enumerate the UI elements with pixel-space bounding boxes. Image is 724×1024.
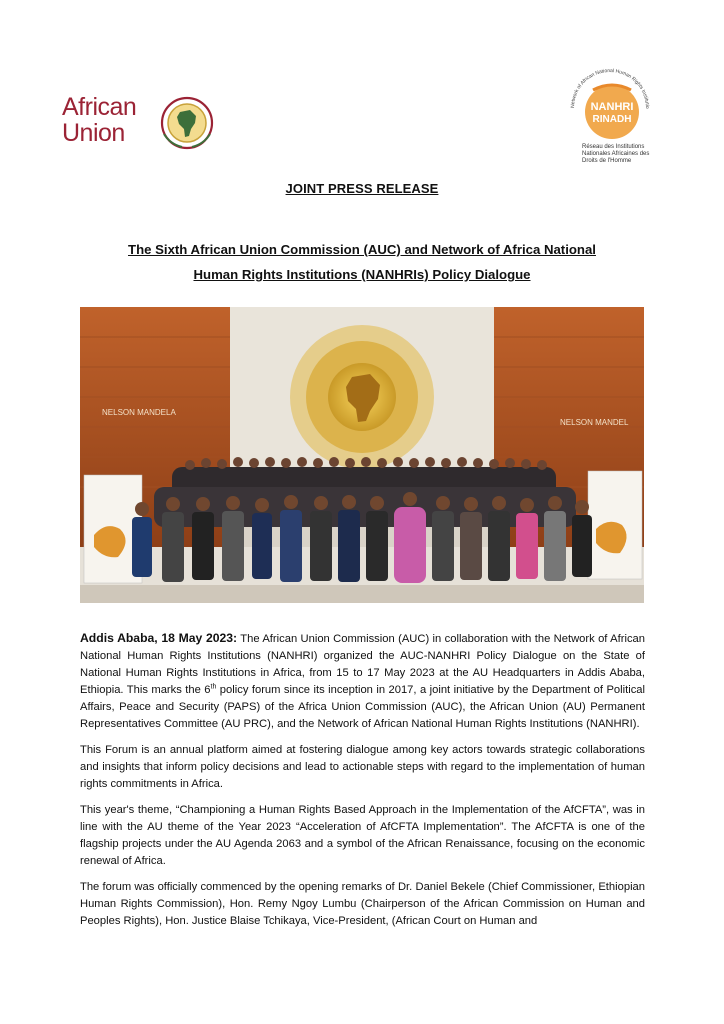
paragraph-1-text-b: policy forum since its inception in 2017, a joint initiative by the Department of Political Affairs, Peace and Security (PAPS) of the Africa Union Commission (AUC), the African Union (AU) Permanent Representatives Committee (AU PRC), and the Network of African National Human Rights Institutions (NANHRI).: [80, 684, 645, 730]
au-wordmark-line2: Union: [62, 119, 125, 147]
paragraph-1-text-a: The African Union Commission (AUC) in collaboration with the Network of African National Human Rights Institutions (NANHRI) organized the AUC-NANHRI Policy Dialogue on the State of National Human Rights Institutions in Africa, from 15 to 17 May 2023 at the AU Headquarters in Addis Ababa, Ethiopia. This marks the 6: [80, 633, 646, 696]
african-union-logo: [62, 94, 222, 154]
group-photo-illustration: [80, 307, 644, 603]
dateline: Addis Ababa, 18 May 2023:: [80, 631, 238, 645]
nanhri-wordmark-top: NANHRI: [590, 101, 634, 113]
nanhri-logo: [560, 62, 660, 164]
paragraph-1-superscript: th: [210, 683, 217, 691]
nanhri-wordmark-bottom: RINADH: [592, 114, 632, 125]
article-body: [80, 630, 645, 939]
au-wordmark: [62, 94, 136, 146]
paragraph-4: The forum was officially commenced by the opening remarks of Dr. Daniel Bekele (Chief Commissioner, Ethiopian Human Rights Commission), Hon. Remy Ngoy Lumbu (Chairperson of the African Commission on Human and Peoples Rights), Hon. Justice Blaise Tchikaya, Vice-President, (African Court on Human and: [80, 881, 645, 927]
headline-line1: The Sixth African Union Commission (AUC) and Network of Africa National: [128, 242, 596, 257]
au-emblem-icon: [160, 96, 214, 150]
nanhri-emblem-icon: [560, 62, 660, 144]
right-wall-sign: NELSON MANDEL: [560, 418, 629, 427]
paragraph-1: [80, 630, 645, 733]
headline: [82, 237, 642, 287]
group-photo: [80, 307, 644, 603]
au-wordmark-line1: African: [62, 93, 137, 121]
nanhri-caption: Réseau des Institutions Nationales Africaines des Droits de l'Homme: [582, 144, 650, 164]
au-sun-emblem: [290, 325, 434, 469]
paragraph-2: This Forum is an annual platform aimed at fostering dialogue among key actors towards strategic collaborations and insights that inform policy decisions and lead to actionable steps with regard to the implementation of human rights commitments in Africa.: [80, 744, 645, 790]
paragraph-3: This year's theme, “Championing a Human Rights Based Approach in the Implementation of the AfCFTA”, was in line with the AU theme of the Year 2023 “Acceleration of AfCFTA Implementation”. The AfCFTA is one of the flagship projects under the AU Agenda 2063 and a symbol of the African Renaissance, focusing on the economic renewal of Africa.: [80, 804, 645, 867]
nanhri-arc-text: Network of African National Human Rights Institutio: [569, 67, 651, 109]
press-release-title: JOINT PRESS RELEASE: [285, 181, 439, 196]
headline-line2: Human Rights Institutions (NANHRIs) Policy Dialogue: [193, 267, 531, 282]
left-wall-sign: NELSON MANDELA: [102, 408, 176, 417]
